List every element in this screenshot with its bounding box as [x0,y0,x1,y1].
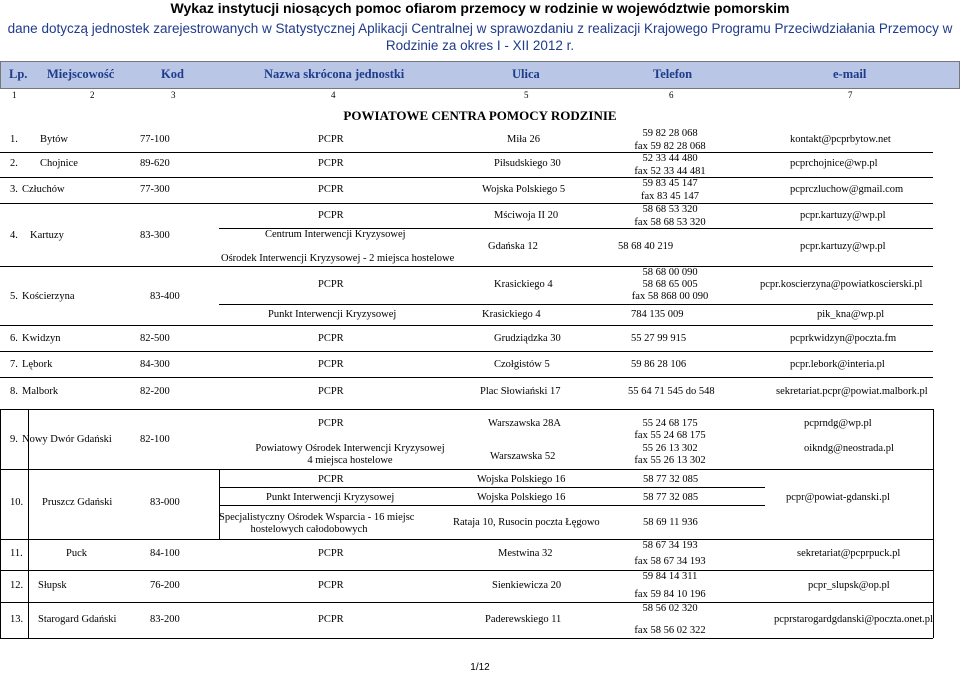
row-email: pik_kna@wp.pl [817,309,885,320]
row-city: Puck [66,548,87,559]
row-name: Powiatowy Ośrodek Interwencji Kryzysowej [255,443,445,454]
row-fax: fax 83 45 147 [640,191,700,202]
row-code: 84-100 [150,548,180,559]
row-code: 76-200 [150,580,180,591]
row-lp: 7. [10,359,18,370]
row-lp: 3. [10,184,18,195]
row-street: Miła 26 [507,134,540,145]
row-code: 83-200 [150,614,180,625]
row-street: Gdańska 12 [488,241,538,252]
row-code: 83-300 [140,230,170,241]
row-phone: 58 68 53 320 [642,204,698,215]
row-phone: 52 33 44 480 [642,153,698,164]
col-number: 6 [669,90,674,100]
row-city: Starogard Gdański [38,614,117,625]
header-nazwa: Nazwa skrócona jednostki [264,67,405,81]
row-street: Piłsudskiego 30 [494,158,561,169]
row-fax: fax 55 24 68 175 [634,430,706,441]
row-street: Rataja 10, Rusocin poczta Łęgowo [453,517,600,528]
row-city: Kwidzyn [22,333,61,344]
row-code: 77-300 [140,184,170,195]
row-email: oikndg@neostrada.pl [804,443,894,454]
row-city: Malbork [22,386,59,397]
row-code: 82-200 [140,386,170,397]
row-phone: 55 64 71 545 do 548 [628,386,715,397]
row-name: PCPR [318,386,344,397]
row-name: 4 miejsca hostelowe [307,455,393,466]
col-number: 5 [524,90,529,100]
row-fax: fax 59 82 28 068 [634,141,706,152]
row-street: Mestwina 32 [498,548,553,559]
row-lp: 10. [10,497,24,508]
row-street: Mściwoja II 20 [494,210,559,221]
page-number: 1/12 [470,662,490,673]
row-code: 77-100 [140,134,170,145]
row-phone: 784 135 009 [631,309,684,320]
row-name: Specjalistyczny Ośrodek Wsparcia - 16 miejsc [219,512,415,523]
row-lp: 6. [10,333,18,344]
row-name: PCPR [318,210,344,221]
row-city: Lębork [22,359,53,370]
col-number: 4 [331,90,336,100]
row-email: sekretariat.pcpr@powiat.malbork.pl [776,386,928,397]
row-name: PCPR [318,333,344,344]
row-street: Warszawska 28A [488,418,561,429]
row-street: Wojska Polskiego 5 [482,184,566,195]
row-name: PCPR [318,418,344,429]
row-email: pcpr_slupsk@op.pl [808,580,890,591]
row-email: pcpr.kartuzy@wp.pl [800,241,886,252]
row-lp: 1. [10,134,18,145]
row-name: PCPR [318,134,344,145]
row-fax: fax 58 868 00 090 [631,291,709,302]
table-header [0,61,960,89]
row-name: Centrum Interwencji Kryzysowej [265,229,406,240]
row-code: 83-400 [150,291,180,302]
header-telefon: Telefon [653,67,693,81]
row-street: Wojska Polskiego 16 [477,474,566,485]
row-email: pcprstarogardgdanski@poczta.onet.pl [774,614,933,625]
row-phone: 58 56 02 320 [642,603,698,614]
col-number: 1 [12,90,17,100]
document-subtitle-line1: dane dotyczą jednostek zarejestrowanych w Statystycznej Aplikacji Centralnej w sprawozdaniu z realizacji Krajowego Programu Przeciwdziałania Przemocy w [7,21,953,36]
row-name: Punkt Interwencji Kryzysowej [266,492,395,503]
row-fax: fax 55 26 13 302 [634,455,706,466]
document-title: Wykaz instytucji niosących pomoc ofiarom przemocy w rodzinie w województwie pomorskim [170,0,790,16]
row-email: pcpr.lebork@interia.pl [790,359,885,370]
section-title: POWIATOWE CENTRA POMOCY RODZINIE [343,108,617,123]
row-code: 82-100 [140,434,170,445]
row-fax: fax 58 56 02 322 [634,625,706,636]
row-lp: 12. [10,580,24,591]
row-phone: 55 27 99 915 [631,333,687,344]
row-fax: fax 52 33 44 481 [634,166,706,177]
row-name: Punkt Interwencji Kryzysowej [268,309,397,320]
row-code: 83-000 [150,497,180,508]
header-ulica: Ulica [512,67,540,81]
row-email: pcprchojnice@wp.pl [790,158,878,169]
header-lp: Lp. [9,67,28,81]
col-number: 7 [848,90,853,100]
document-subtitle-line2: Rodzinie za okres I - XII 2012 r. [385,38,575,53]
row-phone: 58 69 11 936 [643,517,698,528]
row-street: Czołgistów 5 [494,359,550,370]
row-name: PCPR [318,158,344,169]
row-street: Plac Słowiański 17 [480,386,561,397]
row-street: Paderewskiego 11 [485,614,562,625]
row-city: Nowy Dwór Gdański [22,434,112,445]
row-phone: 59 83 45 147 [642,178,698,189]
row-city: Człuchów [22,184,65,195]
row-email: pcpr.koscierzyna@powiatkoscierski.pl [760,279,923,290]
row-name: hostelowych całodobowych [250,524,368,535]
col-number: 2 [90,90,95,100]
row-street: Warszawska 52 [490,451,556,462]
row-lp: 8. [10,386,18,397]
row-name: PCPR [318,614,344,625]
row-street: Wojska Polskiego 16 [477,492,566,503]
row-lp: 11. [10,548,23,559]
row-fax: fax 59 84 10 196 [634,589,706,600]
row-city: Bytów [40,134,69,145]
row-name: PCPR [318,184,344,195]
row-code: 84-300 [140,359,170,370]
row-city: Słupsk [38,580,67,591]
row-phone: 58 77 32 085 [643,474,699,485]
row-fax: fax 58 67 34 193 [634,556,706,567]
row-email: pcpr@powiat-gdanski.pl [786,492,890,503]
row-street: Krasickiego 4 [494,279,553,290]
row-email: kontakt@pcprbytow.net [790,134,891,145]
header-email: e-mail [833,67,867,81]
row-code: 82-500 [140,333,170,344]
row-name: PCPR [318,359,344,370]
header-miejscowosc: Miejscowość [47,67,115,81]
row-name: PCPR [318,279,344,290]
row-lp: 9. [10,434,18,445]
row-city: Pruszcz Gdański [42,497,113,508]
row-phone: 58 77 32 085 [643,492,699,503]
row-email: sekretariat@pcprpuck.pl [797,548,901,559]
row-lp: 2. [10,158,18,169]
row-name: PCPR [318,548,344,559]
row-email: pcprkwidzyn@poczta.fm [790,333,897,344]
row-phone: 58 67 34 193 [642,540,698,551]
row-city: Chojnice [40,158,78,169]
row-lp: 4. [10,230,18,241]
row-email: pcprczluchow@gmail.com [790,184,904,195]
row-phone: 58 68 00 090 [642,267,698,278]
row-phone: 59 86 28 106 [631,359,687,370]
row-code: 89-620 [140,158,170,169]
row-street: Krasickiego 4 [482,309,541,320]
row-street: Grudziądzka 30 [494,333,561,344]
row-name: PCPR [318,474,344,485]
row-phone: 55 24 68 175 [642,418,698,429]
row-phone: 55 26 13 302 [642,443,698,454]
row-street: Sienkiewicza 20 [492,580,562,591]
row-phone: 59 84 14 311 [642,571,698,582]
row-lp: 5. [10,291,18,302]
row-fax: fax 58 68 53 320 [634,217,706,228]
row-email: pcpr.kartuzy@wp.pl [800,210,886,221]
row-phone: 59 82 28 068 [642,128,698,139]
row-phone: 58 68 65 005 [642,279,698,290]
row-name: Ośrodek Interwencji Kryzysowej - 2 miejsca hostelowe [221,253,455,264]
row-city: Kartuzy [30,230,64,241]
row-name: PCPR [318,580,344,591]
row-city: Kościerzyna [22,291,75,302]
row-email: pcprndg@wp.pl [804,418,872,429]
col-number: 3 [171,90,176,100]
header-kod: Kod [161,67,184,81]
row-phone: 58 68 40 219 [618,241,674,252]
row-lp: 13. [10,614,24,625]
